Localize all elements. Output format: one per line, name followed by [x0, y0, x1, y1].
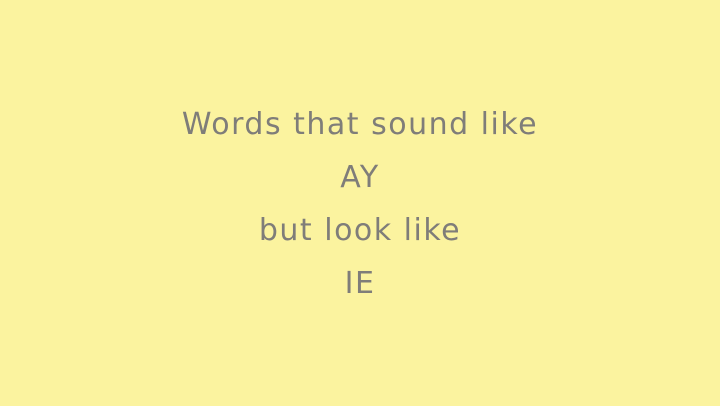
prompt-line-words-that-sound-like: Words that sound like: [181, 107, 539, 142]
prompt-line-but-look-like: but look like: [258, 213, 462, 248]
sound-ay-text: AY: [340, 160, 380, 195]
spelling-ie-text: IE: [344, 266, 376, 301]
